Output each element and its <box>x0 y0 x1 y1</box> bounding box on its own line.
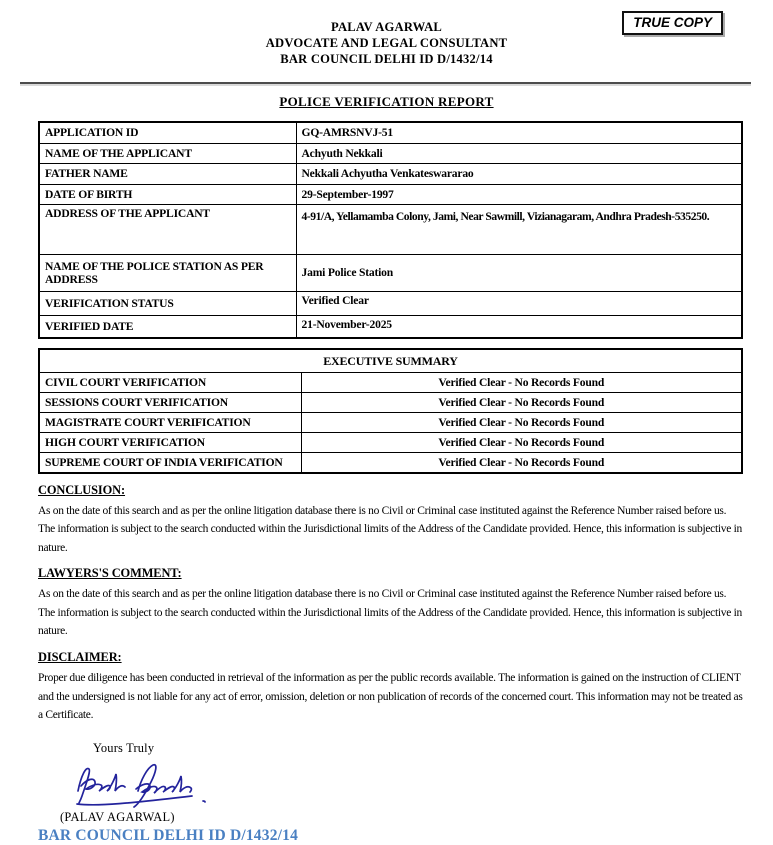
court-result: Verified Clear - No Records Found <box>301 453 742 473</box>
disclaimer-body: Proper due diligence has been conducted in retrieval of the information as per the public records available. The information is gained on the instruction of CLIENT and the undersigned is not liable for any act of error, omission, deletion or non publication of records of the concerned court. This information may not be treated as a Certificate. <box>38 672 743 722</box>
court-label: MAGISTRATE COURT VERIFICATION <box>39 413 301 433</box>
table-row <box>39 143 742 163</box>
executive-summary-table <box>38 348 743 474</box>
conclusion-heading: CONCLUSION: <box>38 482 126 497</box>
field-label: DATE OF BIRTH <box>39 184 296 204</box>
closing-text: Yours Truly <box>93 740 155 755</box>
court-label: SESSIONS COURT VERIFICATION <box>39 393 301 413</box>
advocate-title: ADVOCATE AND LEGAL CONSULTANT <box>265 36 508 50</box>
letterhead-divider <box>20 82 751 84</box>
disclaimer-heading: DISCLAIMER: <box>38 650 122 665</box>
table-row <box>39 184 742 204</box>
field-label: ADDRESS OF THE APPLICANT <box>39 204 296 254</box>
disclaimer-section <box>38 650 743 725</box>
court-result: Verified Clear - No Records Found <box>301 413 742 433</box>
signatory-bar-id: BAR COUNCIL DELHI ID D/1432/14 <box>38 826 299 844</box>
field-value: Verified Clear <box>296 291 742 315</box>
field-label: VERIFIED DATE <box>39 315 296 338</box>
advocate-name: PALAV AGARWAL <box>331 20 442 34</box>
field-value: 21-November-2025 <box>296 315 742 338</box>
table-row <box>39 122 742 143</box>
table-row <box>39 254 742 291</box>
applicant-details-table <box>38 121 743 339</box>
court-label: HIGH COURT VERIFICATION <box>39 433 301 453</box>
table-row <box>39 163 742 184</box>
table-row <box>39 393 742 413</box>
field-value: 4-91/A, Yellamamba Colony, Jami, Near Sawmill, Vizianagaram, Andhra Pradesh-535250. <box>296 204 742 254</box>
field-label: NAME OF THE POLICE STATION AS PER ADDRESS <box>39 254 296 291</box>
lawyers-comment-body: As on the date of this search and as per the online litigation database there is no Civil or Criminal case instituted against the Reference Number raised before us. The information is subject to the search conducted within the Jurisdictional limits of the Address of the Candidate provided. Hence, this information is subjective in nature. <box>38 588 742 638</box>
table-row <box>39 433 742 453</box>
signature-image <box>72 760 237 810</box>
lawyers-comment-section <box>38 566 743 641</box>
court-result: Verified Clear - No Records Found <box>301 373 742 393</box>
court-result: Verified Clear - No Records Found <box>301 393 742 413</box>
court-label: SUPREME COURT OF INDIA VERIFICATION <box>39 453 301 473</box>
lawyers-comment-heading: LAWYERS'S COMMENT: <box>38 566 182 581</box>
field-label: APPLICATION ID <box>39 122 296 143</box>
table-row <box>39 413 742 433</box>
report-content <box>38 121 743 845</box>
executive-summary-title: EXECUTIVE SUMMARY <box>39 349 742 373</box>
court-result: Verified Clear - No Records Found <box>301 433 742 453</box>
table-row <box>39 453 742 473</box>
field-value: Jami Police Station <box>296 254 742 291</box>
field-value: Nekkali Achyutha Venkateswararao <box>296 163 742 184</box>
conclusion-section <box>38 483 743 558</box>
field-value: Achyuth Nekkali <box>296 143 742 163</box>
signatory-name: (PALAV AGARWAL) <box>60 809 175 824</box>
true-copy-stamp: TRUE COPY <box>622 11 723 35</box>
field-value: 29-September-1997 <box>296 184 742 204</box>
field-label: NAME OF THE APPLICANT <box>39 143 296 163</box>
table-row <box>39 315 742 338</box>
field-label: FATHER NAME <box>39 163 296 184</box>
advocate-bar-id: BAR COUNCIL DELHI ID D/1432/14 <box>280 52 493 66</box>
table-row <box>39 204 742 254</box>
court-label: CIVIL COURT VERIFICATION <box>39 373 301 393</box>
table-row <box>39 291 742 315</box>
table-header-row <box>39 349 742 373</box>
conclusion-body: As on the date of this search and as per the online litigation database there is no Civil or Criminal case instituted against the Reference Number raised before us. The information is subject to the search conducted within the Jurisdictional limits of the Address of the Candidate provided. Hence, this information is subjective in nature. <box>38 504 742 554</box>
table-row <box>39 373 742 393</box>
report-title: POLICE VERIFICATION REPORT <box>279 94 494 109</box>
field-label: VERIFICATION STATUS <box>39 291 296 315</box>
field-value: GQ-AMRSNVJ-51 <box>296 122 742 143</box>
